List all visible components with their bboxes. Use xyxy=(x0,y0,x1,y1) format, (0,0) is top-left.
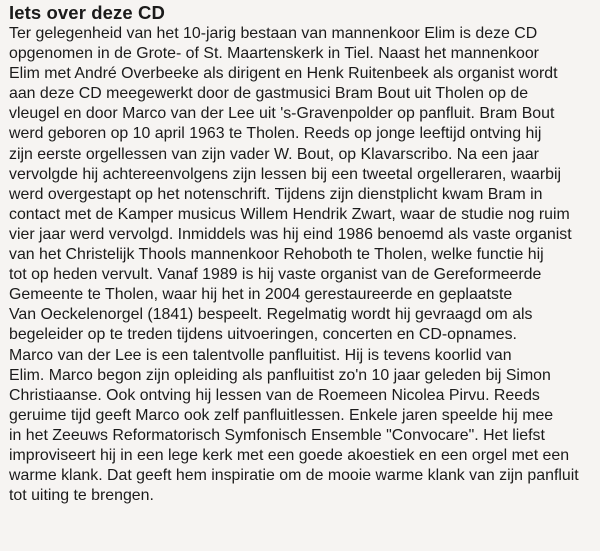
text-line: warme klank. Dat geeft hem inspiratie om de mooie warme klank van zijn panfluit xyxy=(9,467,579,485)
text-line: werd geboren op 10 april 1963 te Tholen. Reeds op jonge leeftijd ontving hij xyxy=(9,125,542,143)
text-line: Christiaanse. Ook ontving hij lessen van de Roemeen Nicolea Pirvu. Reeds xyxy=(9,386,540,404)
text-line: contact met de Kamper musicus Willem Hendrik Zwart, waar de studie nog ruim xyxy=(9,205,570,223)
text-line: Ter gelegenheid van het 10-jarig bestaan van mannenkoor Elim is deze CD xyxy=(9,25,538,42)
document-heading: Iets over deze CD xyxy=(9,2,165,23)
text-line: vier jaar werd vervolgd. Inmiddels was hij eind 1986 benoemd als vaste organist xyxy=(9,225,572,243)
text-line: Gemeente te Tholen, waar hij het in 2004 gerestaureerde en geplaatste xyxy=(9,286,513,304)
text-line: improviseert hij in een lege kerk met een goede akoestiek en een orgel met een xyxy=(9,446,570,464)
text-line: aan deze CD meegewerkt door de gastmusici Bram Bout uit Tholen op de xyxy=(9,85,529,103)
paragraph-bram-bout xyxy=(9,24,592,346)
text-line: tot uiting te brengen. xyxy=(9,487,154,505)
text-line: tot op heden vervult. Vanaf 1989 is hij vaste organist van de Gereformeerde xyxy=(9,266,542,284)
text-line: opgenomen in de Grote- of St. Maartenskerk in Tiel. Naast het mannenkoor xyxy=(9,45,539,63)
text-line: Elim. Marco begon zijn opleiding als panfluitist zo'n 10 jaar geleden bij Simon xyxy=(9,366,551,384)
text-line: begeleider op te treden tijdens uitvoeringen, concerten en CD-opnames. xyxy=(9,326,517,344)
text-line: vleugel en door Marco van der Lee uit 's-Gravenpolder op panfluit. Bram Bout xyxy=(9,105,555,123)
text-line: Van Oeckelenorgel (1841) bespeelt. Regelmatig wordt hij gevraagd om als xyxy=(9,306,533,324)
text-line: vervolgde hij achtereenvolgens zijn lessen bij een tweetal orgelleraren, waarbij xyxy=(9,165,562,183)
text-line: in het Zeeuws Reformatorisch Symfonisch Ensemble "Convocare". Het liefst xyxy=(9,426,545,444)
text-line: van het Christelijk Thools mannenkoor Rehoboth te Tholen, welke functie hij xyxy=(9,246,544,264)
text-line: Marco van der Lee is een talentvolle panfluitist. Hij is tevens koorlid van xyxy=(9,346,512,364)
paragraph-marco-van-der-lee xyxy=(9,346,592,507)
text-line: zijn eerste orgellessen van zijn vader W. Bout, op Klavarscribo. Na een jaar xyxy=(9,145,539,163)
text-line: werd overgestapt op het notenschrift. Tijdens zijn dienstplicht kwam Bram in xyxy=(9,185,543,203)
text-line: Elim met André Overbeeke als dirigent en Henk Ruitenbeek als organist wordt xyxy=(9,65,558,83)
text-line: geruime tijd geeft Marco ook zelf panfluitlessen. Enkele jaren speelde hij mee xyxy=(9,406,554,424)
